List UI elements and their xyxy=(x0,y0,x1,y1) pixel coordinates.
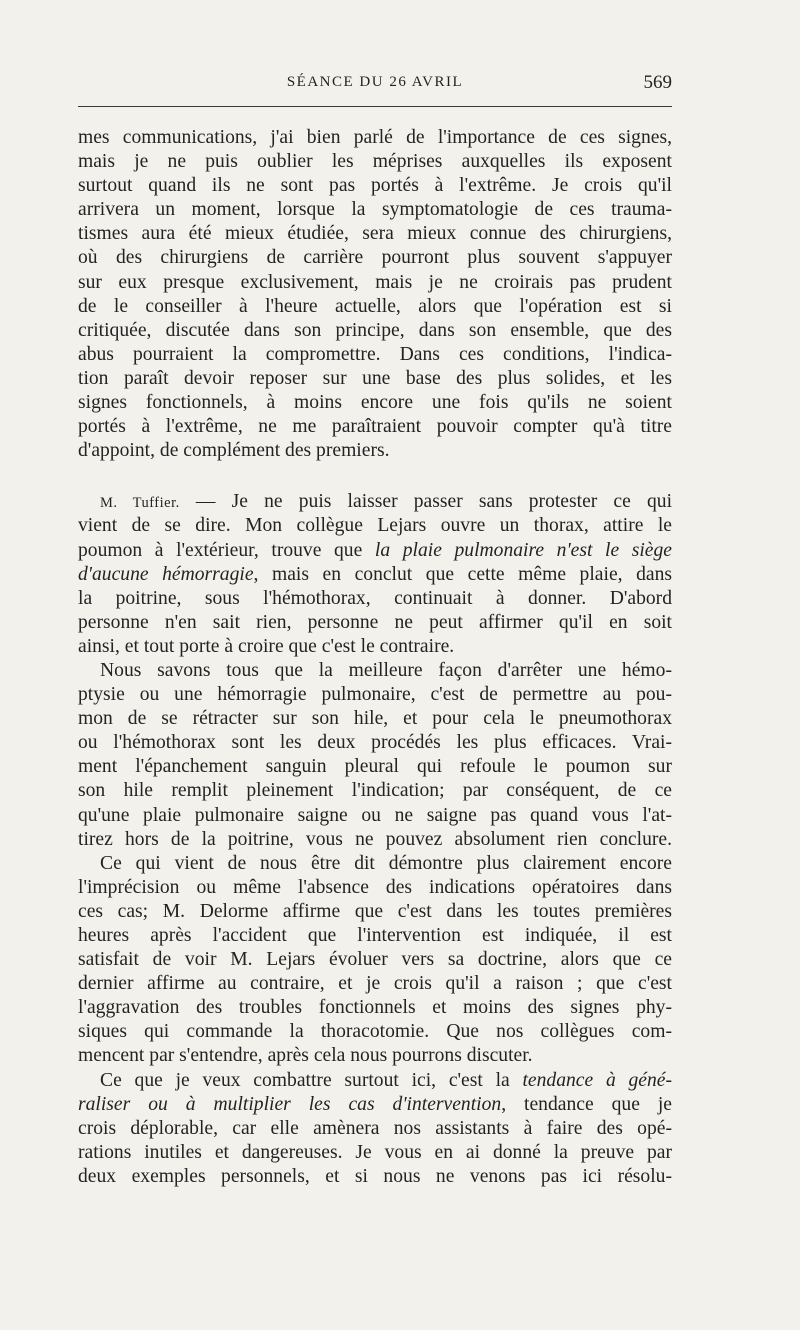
header-rule xyxy=(78,106,672,107)
text-line: Ce que je veux combattre surtout ici, c'est la tendance à géné- xyxy=(100,1069,673,1091)
text-line: tion paraît devoir reposer sur une base des plus solides, et les xyxy=(78,367,672,389)
text-line: portés à l'extrême, ne me paraîtraient pouvoir compter qu'à titre xyxy=(78,416,672,438)
text-line: d'appoint, de complément des premiers. xyxy=(78,440,390,462)
text-line: M. Tuffier. — Je ne puis laisser passer sans protester ce qui xyxy=(100,491,673,513)
text-line: arrivera un moment, lorsque la symptomatologie de ces trauma- xyxy=(78,199,672,221)
text-line: tirez hors de la poitrine, vous ne pouvez absolument rien conclure. xyxy=(78,828,672,850)
text-line: surtout quand ils ne sont pas portés à l'extrême. Je crois qu'il xyxy=(78,175,672,197)
text-line: ou l'hémothorax sont les deux procédés les plus efficaces. Vrai- xyxy=(78,732,672,754)
text-line: la poitrine, sous l'hémothorax, continuait à donner. D'abord xyxy=(78,587,672,609)
text-line: sur eux presque exclusivement, mais je ne croirais pas prudent xyxy=(78,271,672,293)
text-line: ainsi, et tout porte à croire que c'est le contraire. xyxy=(78,635,455,657)
text-line: personne n'en sait rien, personne ne peut affirmer qu'il en soit xyxy=(78,611,672,633)
text-line: l'aggravation des troubles fonctionnels et moins des signes phy- xyxy=(78,997,672,1019)
text-line: ces cas; M. Delorme affirme que c'est dans les toutes premières xyxy=(78,900,672,922)
paragraph-4 xyxy=(78,852,672,1069)
running-title: SÉANCE DU 26 AVRIL xyxy=(286,74,464,90)
text-line: siques qui commande la thoracotomie. Que nos collègues com- xyxy=(78,1021,672,1043)
text-line: critiquée, discutée dans son principe, dans son ensemble, que des xyxy=(78,319,672,341)
text-line: raliser ou à multiplier les cas d'intervention, tendance que je xyxy=(78,1093,672,1115)
text-line: de le conseiller à l'heure actuelle, alors que l'opération est si xyxy=(78,295,672,317)
text-line: mon de se rétracter sur son hile, et pour cela le pneumothorax xyxy=(78,708,672,730)
text-line: signes fonctionnels, à moins encore une fois qu'ils ne soient xyxy=(78,392,672,414)
running-header xyxy=(78,70,672,98)
text-line: tismes aura été mieux étudiée, sera mieux connue des chirurgiens, xyxy=(78,223,672,245)
paragraph-2 xyxy=(78,490,672,659)
text-line: où des chirurgiens de carrière pourront plus souvent s'appuyer xyxy=(78,247,672,269)
text-line: Nous savons tous que la meilleure façon d'arrêter une hémo- xyxy=(100,659,672,681)
text-line: qu'une plaie pulmonaire saigne ou ne saigne pas quand vous l'at- xyxy=(78,804,672,826)
text-line: dernier affirme au contraire, et je crois qu'il a raison ; que c'est xyxy=(78,973,672,995)
text-line: mais je ne puis oublier les méprises auxquelles ils exposent xyxy=(78,151,672,173)
body-text xyxy=(78,126,672,1189)
text-line: Ce qui vient de nous être dit démontre plus clairement encore xyxy=(100,852,672,874)
text-line: ptysie ou une hémorragie pulmonaire, c'est de permettre au pou- xyxy=(78,684,672,706)
text-line: deux exemples personnels, et si nous ne venons pas ici résolu- xyxy=(78,1165,672,1187)
text-line: son hile remplit pleinement l'indication; par conséquent, de ce xyxy=(78,780,672,802)
speaker-name: M. Tuffier. xyxy=(100,495,180,512)
italic-phrase: raliser ou à multiplier les cas d'intervention xyxy=(78,1093,502,1115)
text-line: mes communications, j'ai bien parlé de l'importance de ces signes, xyxy=(78,127,672,148)
text-line: rations inutiles et dangereuses. Je vous en ai donné la preuve par xyxy=(78,1141,672,1163)
text-line: d'aucune hémorragie, mais en conclut que cette même plaie, dans xyxy=(78,563,672,585)
text-line: vient de se dire. Mon collègue Lejars ouvre un thorax, attire le xyxy=(78,515,672,537)
page-number: 569 xyxy=(643,72,672,93)
text-line: heures après l'accident que l'intervention est indiquée, il est xyxy=(78,925,672,946)
paragraph-5 xyxy=(78,1069,672,1189)
text-line: abus pourraient la compromettre. Dans ces conditions, l'indica- xyxy=(78,343,672,365)
paragraph-3 xyxy=(78,659,672,852)
text-line: crois déplorable, car elle amènera nos assistants à faire des opé- xyxy=(78,1117,672,1139)
text-line: mencent par s'entendre, après cela nous pourrons discuter. xyxy=(78,1045,533,1067)
paragraph-1 xyxy=(78,126,672,463)
text-line: poumon à l'extérieur, trouve que la plaie pulmonaire n'est le siège xyxy=(78,539,672,561)
text-line: ment l'épanchement sanguin pleural qui refoule le poumon sur xyxy=(78,756,672,778)
text-line: satisfait de voir M. Lejars évoluer vers sa doctrine, alors que ce xyxy=(78,949,672,971)
text-line: l'imprécision ou même l'absence des indications opératoires dans xyxy=(78,876,672,898)
italic-quote: la plaie pulmonaire n'est le siège xyxy=(374,539,672,561)
italic-phrase: tendance à géné- xyxy=(522,1069,673,1091)
italic-quote: d'aucune hémorragie xyxy=(78,563,254,585)
